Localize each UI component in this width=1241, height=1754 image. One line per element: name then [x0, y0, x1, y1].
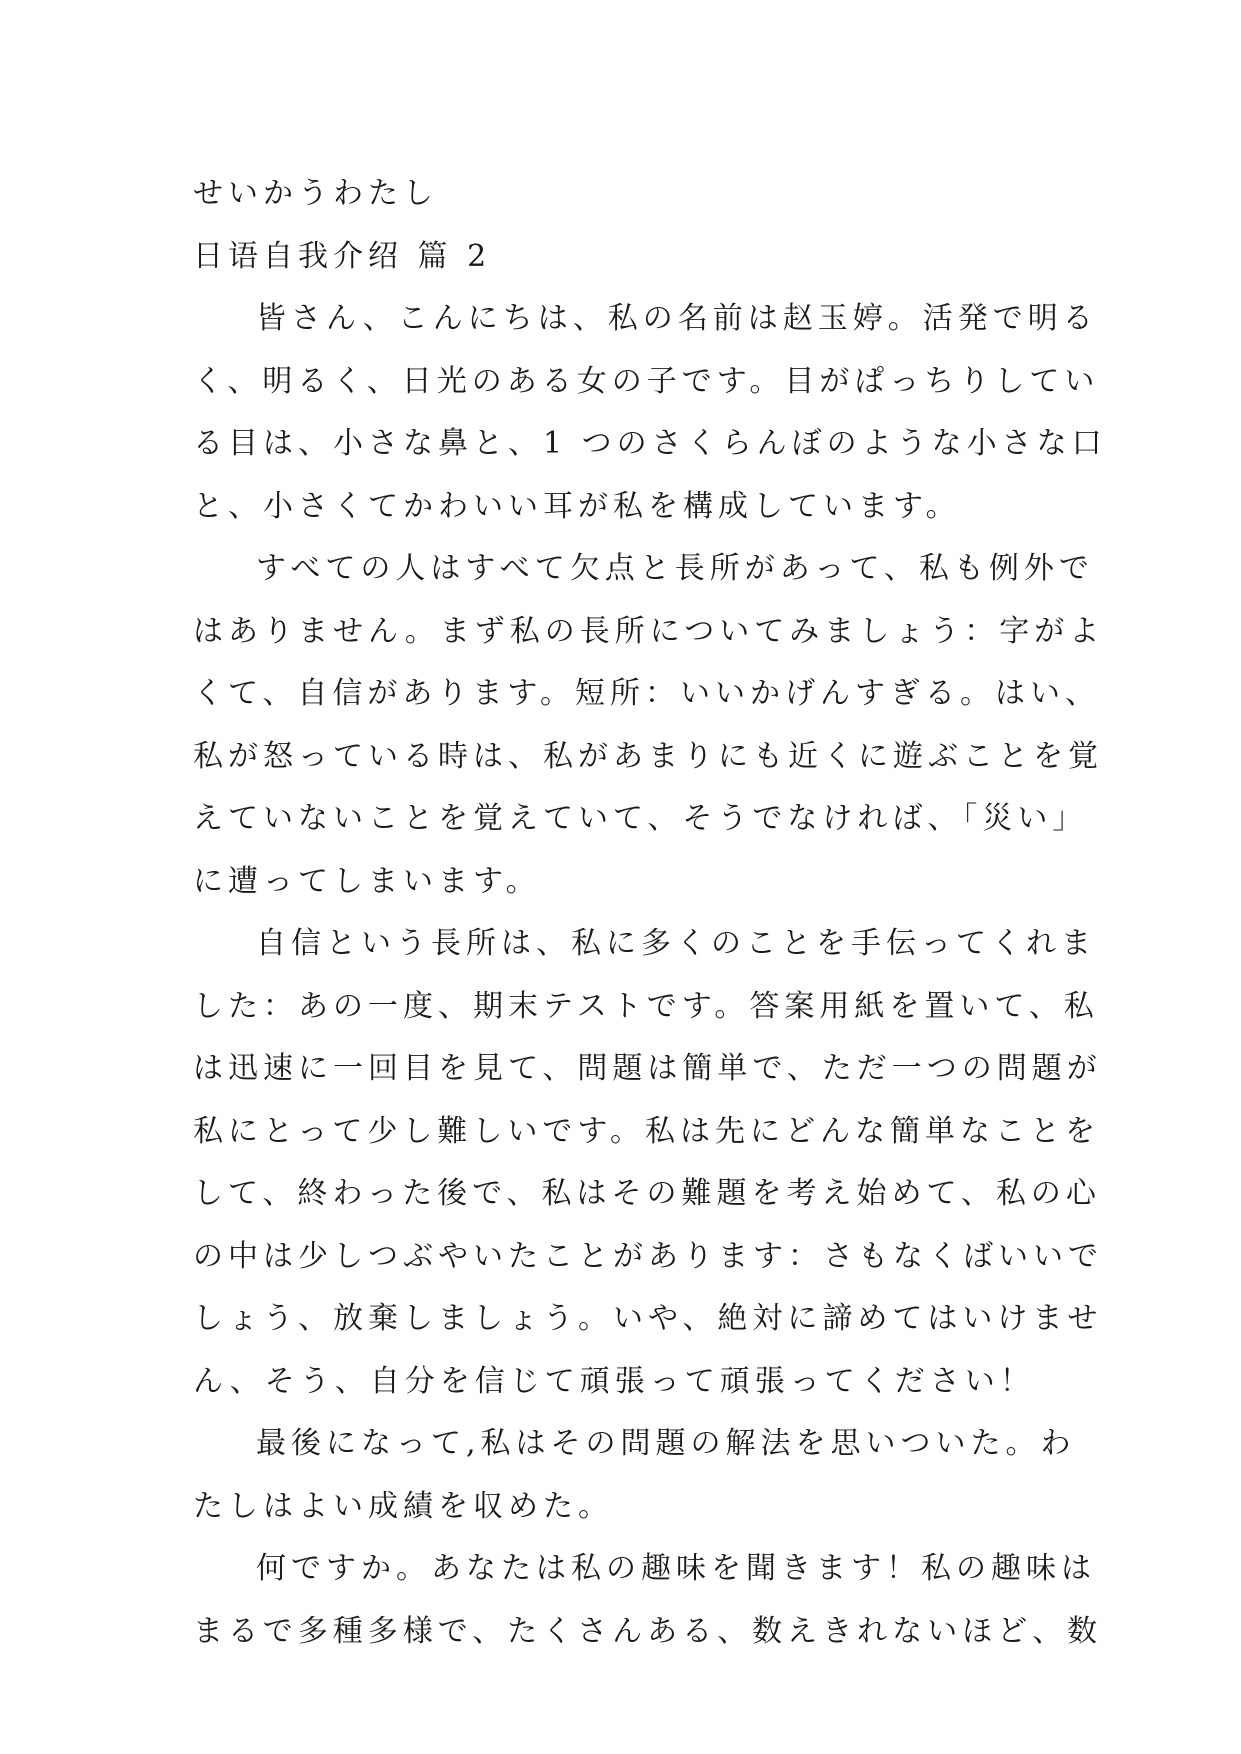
text-line: えていないことを覚えていて、そうでなければ、「災い」 — [193, 801, 1088, 836]
paragraph-4-first-line: 最後になって,私はその問題の解法を思いついた。わ — [256, 1426, 1076, 1461]
text-line: せいかうわたし — [193, 176, 438, 211]
document-body — [193, 163, 1107, 1663]
text-line: して、終わった後で、私はその難題を考え始めて、私の心 — [193, 1176, 1101, 1211]
text-line: く、明るく、日光のある女の子です。目がぱっちりしてい — [193, 363, 1100, 399]
paragraph-3-first-line: 自信という長所は、私に多くのことを手伝ってくれま — [256, 926, 1096, 961]
text-line: は迅速に一回目を見て、問題は簡単で、ただ一つの問題が — [193, 1051, 1102, 1086]
text-line: の中は少しつぶやいたことがあります：さもなくばいいで — [193, 1238, 1103, 1274]
text-line: と、小さくてかわいい耳が私を構成しています。 — [193, 488, 961, 524]
paragraph-1-first-line: 皆さん、こんにちは、私の名前は赵玉婷。活発で明る — [256, 301, 1098, 336]
text-line: ん、そう、自分を信じて頑張って頑張ってください！ — [193, 1363, 1035, 1399]
paragraph-2-first-line: すべての人はすべて欠点と長所があって、私も例外で — [256, 551, 1094, 586]
text-line: はありません。まず私の長所についてみましょう：字がよ — [193, 613, 1105, 649]
text-line: 私にとって少し難しいです。私は先にどんな簡単なことを — [193, 1113, 1100, 1149]
text-line: る目は、小さな鼻と、1 つのさくらんぼのような小さな口 — [193, 426, 1107, 461]
text-line: まるで多種多様で、たくさんある、数えきれないほど、数 — [193, 1613, 1103, 1649]
text-line: くて、自信があります。短所：いいかげんすぎる。はい、 — [193, 676, 1100, 711]
text-line: に遭ってしまいます。 — [193, 863, 541, 899]
text-line: した：あの一度、期末テストです。答案用紙を置いて、私 — [193, 988, 1099, 1024]
paragraph-5-first-line: 何ですか。あなたは私の趣味を聞きます！私の趣味は — [256, 1551, 1096, 1586]
section-heading: 日语自我介绍 篇 2 — [193, 238, 492, 274]
text-line: 私が怒っている時は、私があまりにも近くに遊ぶことを覚 — [193, 738, 1103, 774]
text-line: たしはよい成績を収めた。 — [193, 1488, 613, 1524]
text-line: しょう、放棄しましょう。いや、絶対に諦めてはいけませ — [193, 1301, 1103, 1336]
